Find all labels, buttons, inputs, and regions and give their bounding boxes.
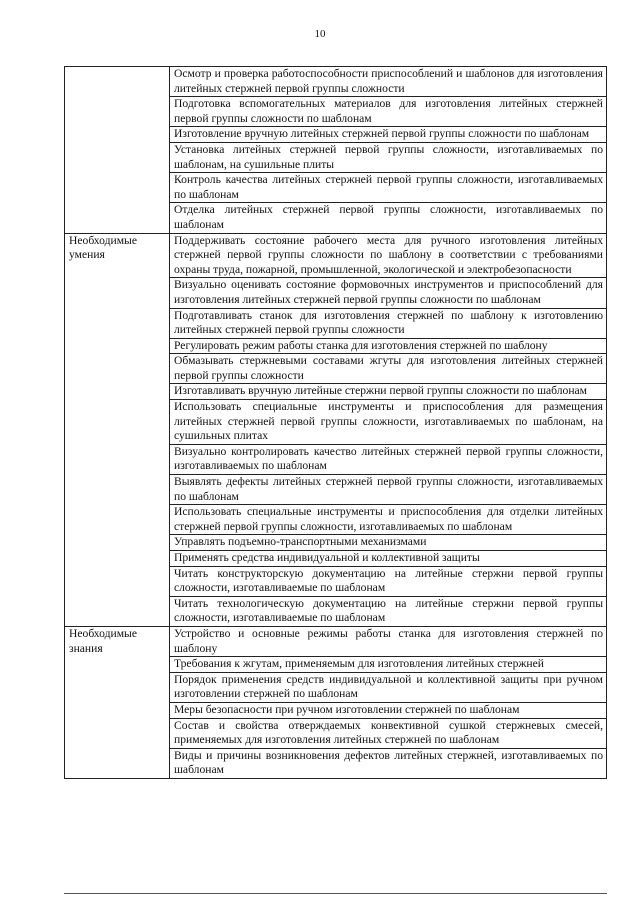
requirement-item: Меры безопасности при ручном изготовлении стержней по шаблонам (170, 702, 607, 718)
requirement-item: Отделка литейных стержней первой группы сложности, изготавливаемых по шаблонам (170, 203, 607, 233)
requirement-item: Изготовление вручную литейных стержней первой группы сложности по шаблонам (170, 127, 607, 143)
table-row (65, 233, 607, 278)
requirement-item: Подготовка вспомогательных материалов для изготовления литейных стержней первой группы сложности по шаблонам (170, 97, 607, 127)
page-number: 10 (314, 28, 326, 40)
requirement-item: Состав и свойства отверждаемых конвективной сушкой стержневых смесей, применяемых для изготовления литейных стержней по шаблонам (170, 718, 607, 748)
section-label: Необходимые умения (65, 233, 170, 626)
requirement-item: Применять средства индивидуальной и коллективной защиты (170, 551, 607, 567)
section-label (65, 67, 170, 234)
requirement-item: Визуально оценивать состояние формовочных инструментов и приспособлений для изготовления литейных стержней первой группы сложности по шаблонам (170, 278, 607, 308)
requirement-item: Подготавливать станок для изготовления стержней по шаблону к изготовлению литейных стержней первой группы сложности (170, 308, 607, 338)
requirement-item: Осмотр и проверка работоспособности приспособлений и шаблонов для изготовления литейных стержней первой группы сложности (170, 67, 607, 97)
requirement-item: Виды и причины возникновения дефектов литейных стержней, изготавливаемых по шаблонам (170, 748, 607, 778)
requirement-item: Читать технологическую документацию на литейные стержни первой группы сложности, изготавливаемые по шаблонам (170, 596, 607, 626)
requirement-item: Контроль качества литейных стержней первой группы сложности, изготавливаемых по шаблонам (170, 173, 607, 203)
requirement-item: Использовать специальные инструменты и приспособления для отделки литейных стержней первой группы сложности, изготавливаемых по шаблонам (170, 505, 607, 535)
requirement-item: Регулировать режим работы станка для изготовления стержней по шаблону (170, 338, 607, 354)
requirement-item: Установка литейных стержней первой группы сложности, изготавливаемых по шаблонам, на сушильные плиты (170, 142, 607, 172)
requirement-item: Визуально контролировать качество литейных стержней первой группы сложности, изготавливаемых по шаблонам (170, 444, 607, 474)
requirement-item: Устройство и основные режимы работы станка для изготовления стержней по шаблону (170, 626, 607, 656)
requirement-item: Управлять подъемно-транспортными механизмами (170, 535, 607, 551)
requirement-item: Выявлять дефекты литейных стержней первой группы сложности, изготавливаемых по шаблонам (170, 475, 607, 505)
requirement-item: Порядок применения средств индивидуальной и коллективной защиты при ручном изготовлении стержней по шаблонам (170, 672, 607, 702)
requirement-item: Использовать специальные инструменты и приспособления для размещения литейных стержней первой группы сложности, изготавливаемых по шаблонам, на сушильных плитах (170, 400, 607, 445)
table-row (65, 67, 607, 97)
requirement-item: Обмазывать стержневыми составами жгуты для изготовления литейных стержней первой группы сложности (170, 354, 607, 384)
requirement-item: Поддерживать состояние рабочего места для ручного изготовления литейных стержней первой группы сложности по шаблону в соответствии с требованиями охраны труда, пожарной, промышленной, экологической и электробезопасности (170, 233, 607, 278)
table-row (65, 626, 607, 656)
requirement-item: Изготавливать вручную литейные стержни первой группы сложности по шаблонам (170, 384, 607, 400)
requirement-item: Читать конструкторскую документацию на литейные стержни первой группы сложности, изготавливаемые по шаблонам (170, 566, 607, 596)
page-bottom-rule (64, 893, 607, 894)
section-label: Необходимые знания (65, 626, 170, 778)
requirement-item: Требования к жгутам, применяемым для изготовления литейных стержней (170, 657, 607, 673)
requirements-table-body (65, 67, 607, 779)
requirements-table (64, 66, 607, 779)
